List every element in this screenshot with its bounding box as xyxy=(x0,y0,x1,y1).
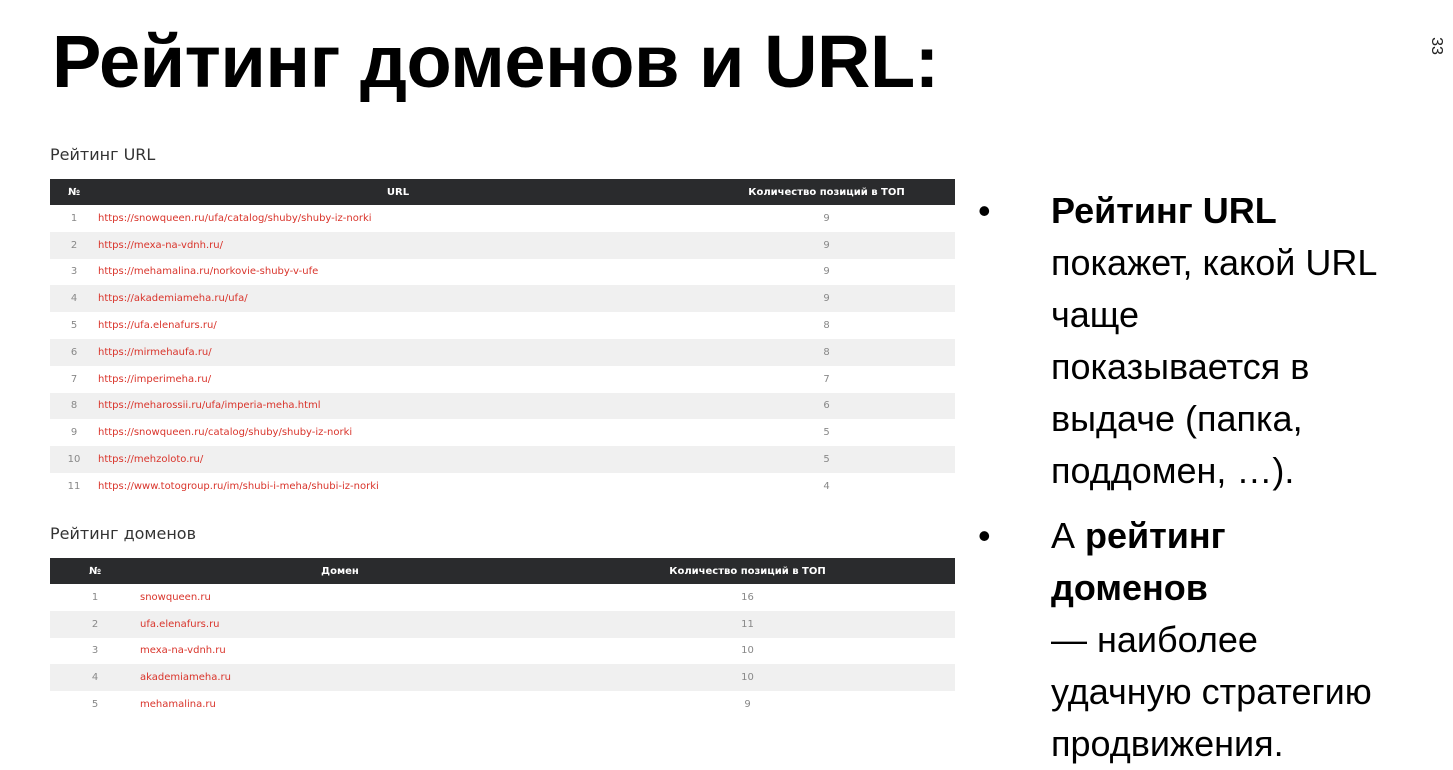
bullet-prefix: А xyxy=(1051,515,1086,556)
bullet-line: чаще xyxy=(1051,294,1140,335)
top-count: 10 xyxy=(540,638,955,665)
domain-rating-rows xyxy=(50,584,955,718)
top-count: 16 xyxy=(540,584,955,611)
bullet-list xyxy=(978,185,1448,770)
url-link[interactable]: https://www.totogroup.ru/im/shubi-i-meha/shubi-iz-norki xyxy=(98,473,698,500)
table-row xyxy=(50,664,955,691)
top-count: 8 xyxy=(698,312,955,339)
row-number: 11 xyxy=(50,473,98,500)
table-row xyxy=(50,339,955,366)
url-rating-heading: Рейтинг URL xyxy=(50,145,156,164)
top-count: 9 xyxy=(698,285,955,312)
row-number: 2 xyxy=(50,611,140,638)
row-number: 5 xyxy=(50,312,98,339)
bullet-line: выдаче (папка, xyxy=(1051,398,1303,439)
top-count: 9 xyxy=(698,205,955,232)
top-count: 9 xyxy=(698,259,955,286)
top-count: 4 xyxy=(698,473,955,500)
domain-link[interactable]: mexa-na-vdnh.ru xyxy=(140,638,540,665)
top-count: 8 xyxy=(698,339,955,366)
bullet-domain-rating xyxy=(978,510,1448,770)
row-number: 1 xyxy=(50,584,140,611)
bullet-line: — наиболее xyxy=(1051,619,1258,660)
table-row xyxy=(50,446,955,473)
top-count: 6 xyxy=(698,393,955,420)
table-row xyxy=(50,611,955,638)
page-number: 33 xyxy=(1428,37,1445,55)
column-header-number[interactable]: № xyxy=(50,558,140,584)
column-header-count[interactable]: Количество позиций в ТОП xyxy=(540,558,955,584)
table-row xyxy=(50,232,955,259)
column-header-domain[interactable]: Домен xyxy=(140,558,540,584)
url-rating-table xyxy=(50,179,955,500)
column-header-number[interactable]: № xyxy=(50,179,98,205)
domain-link[interactable]: ufa.elenafurs.ru xyxy=(140,611,540,638)
slide-title: Рейтинг доменов и URL: xyxy=(52,20,939,103)
row-number: 6 xyxy=(50,339,98,366)
row-number: 10 xyxy=(50,446,98,473)
url-link[interactable]: https://ufa.elenafurs.ru/ xyxy=(98,312,698,339)
url-link[interactable]: https://imperimeha.ru/ xyxy=(98,366,698,393)
bullet-dot: • xyxy=(978,190,991,231)
table-row xyxy=(50,584,955,611)
bullet-bold-text: рейтинг xyxy=(1085,515,1226,556)
top-count: 11 xyxy=(540,611,955,638)
table-header-row xyxy=(50,179,955,205)
table-row xyxy=(50,638,955,665)
table-row xyxy=(50,259,955,286)
bullet-bold-text: доменов xyxy=(1051,567,1208,608)
bullet-url-rating xyxy=(978,185,1448,497)
bullet-line: продвижения. xyxy=(1051,723,1284,764)
url-link[interactable]: https://mehamalina.ru/norkovie-shuby-v-ufe xyxy=(98,259,698,286)
top-count: 10 xyxy=(540,664,955,691)
column-header-url[interactable]: URL xyxy=(98,179,698,205)
row-number: 8 xyxy=(50,393,98,420)
url-link[interactable]: https://snowqueen.ru/catalog/shuby/shuby-iz-norki xyxy=(98,419,698,446)
bullet-line: покажет, какой URL xyxy=(1051,242,1378,283)
table-row xyxy=(50,419,955,446)
table-row xyxy=(50,691,955,718)
row-number: 4 xyxy=(50,285,98,312)
table-row xyxy=(50,393,955,420)
bullet-line: поддомен, …). xyxy=(1051,450,1295,491)
row-number: 3 xyxy=(50,259,98,286)
domain-rating-table xyxy=(50,558,955,718)
bullet-line: удачную стратегию xyxy=(1051,671,1372,712)
row-number: 9 xyxy=(50,419,98,446)
table-row xyxy=(50,205,955,232)
url-link[interactable]: https://mirmehaufa.ru/ xyxy=(98,339,698,366)
url-link[interactable]: https://akademiameha.ru/ufa/ xyxy=(98,285,698,312)
table-row xyxy=(50,312,955,339)
top-count: 7 xyxy=(698,366,955,393)
row-number: 3 xyxy=(50,638,140,665)
top-count: 9 xyxy=(698,232,955,259)
domain-link[interactable]: akademiameha.ru xyxy=(140,664,540,691)
row-number: 4 xyxy=(50,664,140,691)
row-number: 7 xyxy=(50,366,98,393)
url-rating-rows xyxy=(50,205,955,500)
table-row xyxy=(50,473,955,500)
domain-link[interactable]: mehamalina.ru xyxy=(140,691,540,718)
table-row xyxy=(50,285,955,312)
url-link[interactable]: https://mexa-na-vdnh.ru/ xyxy=(98,232,698,259)
top-count: 5 xyxy=(698,419,955,446)
bullet-dot: • xyxy=(978,515,991,556)
bullet-line: показывается в xyxy=(1051,346,1310,387)
url-link[interactable]: https://meharossii.ru/ufa/imperia-meha.html xyxy=(98,393,698,420)
table-row xyxy=(50,366,955,393)
row-number: 5 xyxy=(50,691,140,718)
top-count: 5 xyxy=(698,446,955,473)
url-link[interactable]: https://mehzoloto.ru/ xyxy=(98,446,698,473)
column-header-count[interactable]: Количество позиций в ТОП xyxy=(698,179,955,205)
bullet-bold-text: Рейтинг URL xyxy=(1051,190,1277,231)
domain-rating-heading: Рейтинг доменов xyxy=(50,524,197,543)
row-number: 2 xyxy=(50,232,98,259)
domain-link[interactable]: snowqueen.ru xyxy=(140,584,540,611)
top-count: 9 xyxy=(540,691,955,718)
url-link[interactable]: https://snowqueen.ru/ufa/catalog/shuby/shuby-iz-norki xyxy=(98,205,698,232)
table-header-row xyxy=(50,558,955,584)
row-number: 1 xyxy=(50,205,98,232)
